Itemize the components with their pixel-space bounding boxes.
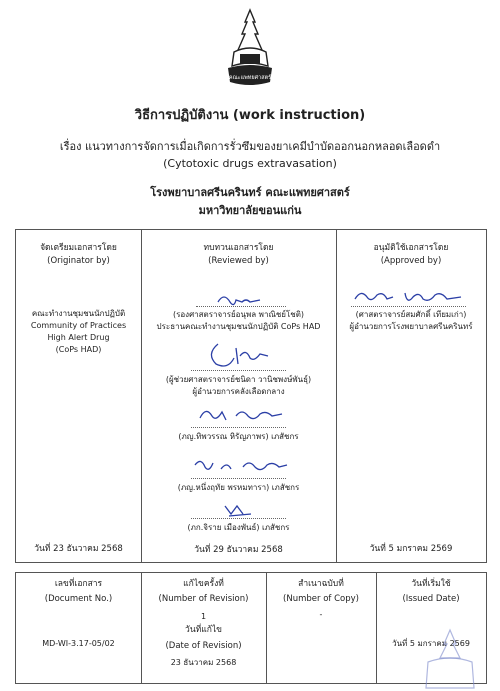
approver-date: วันที่ 5 มกราคม 2569 (369, 544, 453, 554)
reviewer-5-name: (ภก.จิราย เมืองพันธ์) เภสัชกร (187, 523, 290, 532)
revision-date-label: วันที่แก้ไข (185, 625, 222, 635)
copy-label: สำเนาฉบับที่ (298, 579, 344, 589)
university-name: มหาวิทยาลัยขอนแก่น (198, 204, 302, 217)
copy-label-en: (Number of Copy) (283, 594, 359, 604)
originator-line-3: High Alert Drug (47, 333, 110, 342)
copy-value: - (319, 610, 323, 619)
revision-date-label-en: (Date of Revision) (165, 641, 242, 651)
reviewer-date: วันที่ 29 ธันวาคม 2568 (194, 545, 283, 555)
revision-label: แก้ไขครั้งที่ (183, 579, 224, 589)
issued-label: วันที่เริ่มใช้ (411, 579, 451, 589)
approver-heading: อนุมัติใช้เอกสารโดย (373, 243, 449, 253)
document-subject: เรื่อง แนวทางการจัดการเมื่อเกิดการรั่วซึมของยาเคมีบำบัดออกนอกหลอดเลือดดำ (59, 140, 441, 153)
doc-no-value: MD-WI-3.17-05/02 (42, 639, 115, 648)
document-info-table (15, 572, 487, 684)
reviewer-signature-4 (191, 455, 291, 477)
reviewer-signature-2 (206, 340, 276, 368)
doc-no-label: เลขที่เอกสาร (54, 579, 103, 589)
reviewer-1-name: (รองศาสตราจารย์อนุพล พาณิชย์โชติ) (172, 310, 305, 319)
revision-value: 1 (200, 612, 207, 621)
originator-line-1: คณะทำงานชุมชนนักปฏิบัติ (31, 309, 126, 318)
revision-date-value: 23 ธันวาคม 2568 (170, 658, 237, 667)
approver-heading-en: (Approved by) (380, 256, 442, 266)
reviewer-1-role: ประธานคณะทำงานชุมชนนักปฏิบัติ CoPs HAD (156, 322, 321, 331)
originator-heading-en: (Originator by) (47, 256, 110, 266)
approval-table (15, 229, 487, 563)
reviewer-4-name: (ภญ.หนึ่งฤทัย พรหมทารา) เภสัชกร (177, 483, 300, 492)
reviewer-3-name: (ภญ.ทิพวรรณ หิรัญภาพร) เภสัชกร (178, 432, 299, 441)
revision-label-en: (Number of Revision) (158, 594, 249, 604)
hospital-name: โรงพยาบาลศรีนครินทร์ คณะแพทยศาสตร์ (150, 186, 350, 199)
reviewer-2-role: ผู้อำนวยการคลังเลือดกลาง (192, 387, 285, 396)
originator-line-2: Community of Practices (30, 321, 127, 330)
originator-heading: จัดเตรียมเอกสารโดย (40, 243, 117, 253)
faculty-logo (222, 8, 278, 90)
reviewer-signature-5 (221, 500, 261, 520)
approver-signature (351, 285, 466, 307)
document-subject-en: (Cytotoxic drugs extravasation) (163, 157, 337, 170)
approver-name: (ศาสตราจารย์สมศักดิ์ เทียมเก่า) (355, 310, 467, 319)
document-title: วิธีการปฏิบัติงาน (work instruction) (134, 108, 366, 123)
originator-date: วันที่ 23 ธันวาคม 2568 (34, 544, 123, 554)
issued-value: วันที่ 5 มกราคม 2569 (392, 639, 470, 648)
reviewer-signature-3 (196, 402, 286, 426)
reviewer-heading-en: (Reviewed by) (208, 256, 269, 266)
originator-line-4: (CoPs HAD) (55, 345, 102, 354)
doc-no-label-en: (Document No.) (44, 594, 113, 604)
reviewer-signature-1 (216, 290, 266, 310)
logo-text: คณะแพทยศาสตร์ (228, 75, 272, 81)
stamp-watermark-icon (420, 628, 480, 691)
reviewer-2-name: (ผู้ช่วยศาสตราจารย์ชนิดา วานิชพงษ์พันธุ์) (165, 375, 312, 384)
approver-role: ผู้อำนวยการโรงพยาบาลศรีนครินทร์ (349, 322, 473, 331)
reviewer-heading: ทบทวนเอกสารโดย (203, 243, 274, 253)
issued-label-en: (Issued Date) (402, 594, 460, 604)
